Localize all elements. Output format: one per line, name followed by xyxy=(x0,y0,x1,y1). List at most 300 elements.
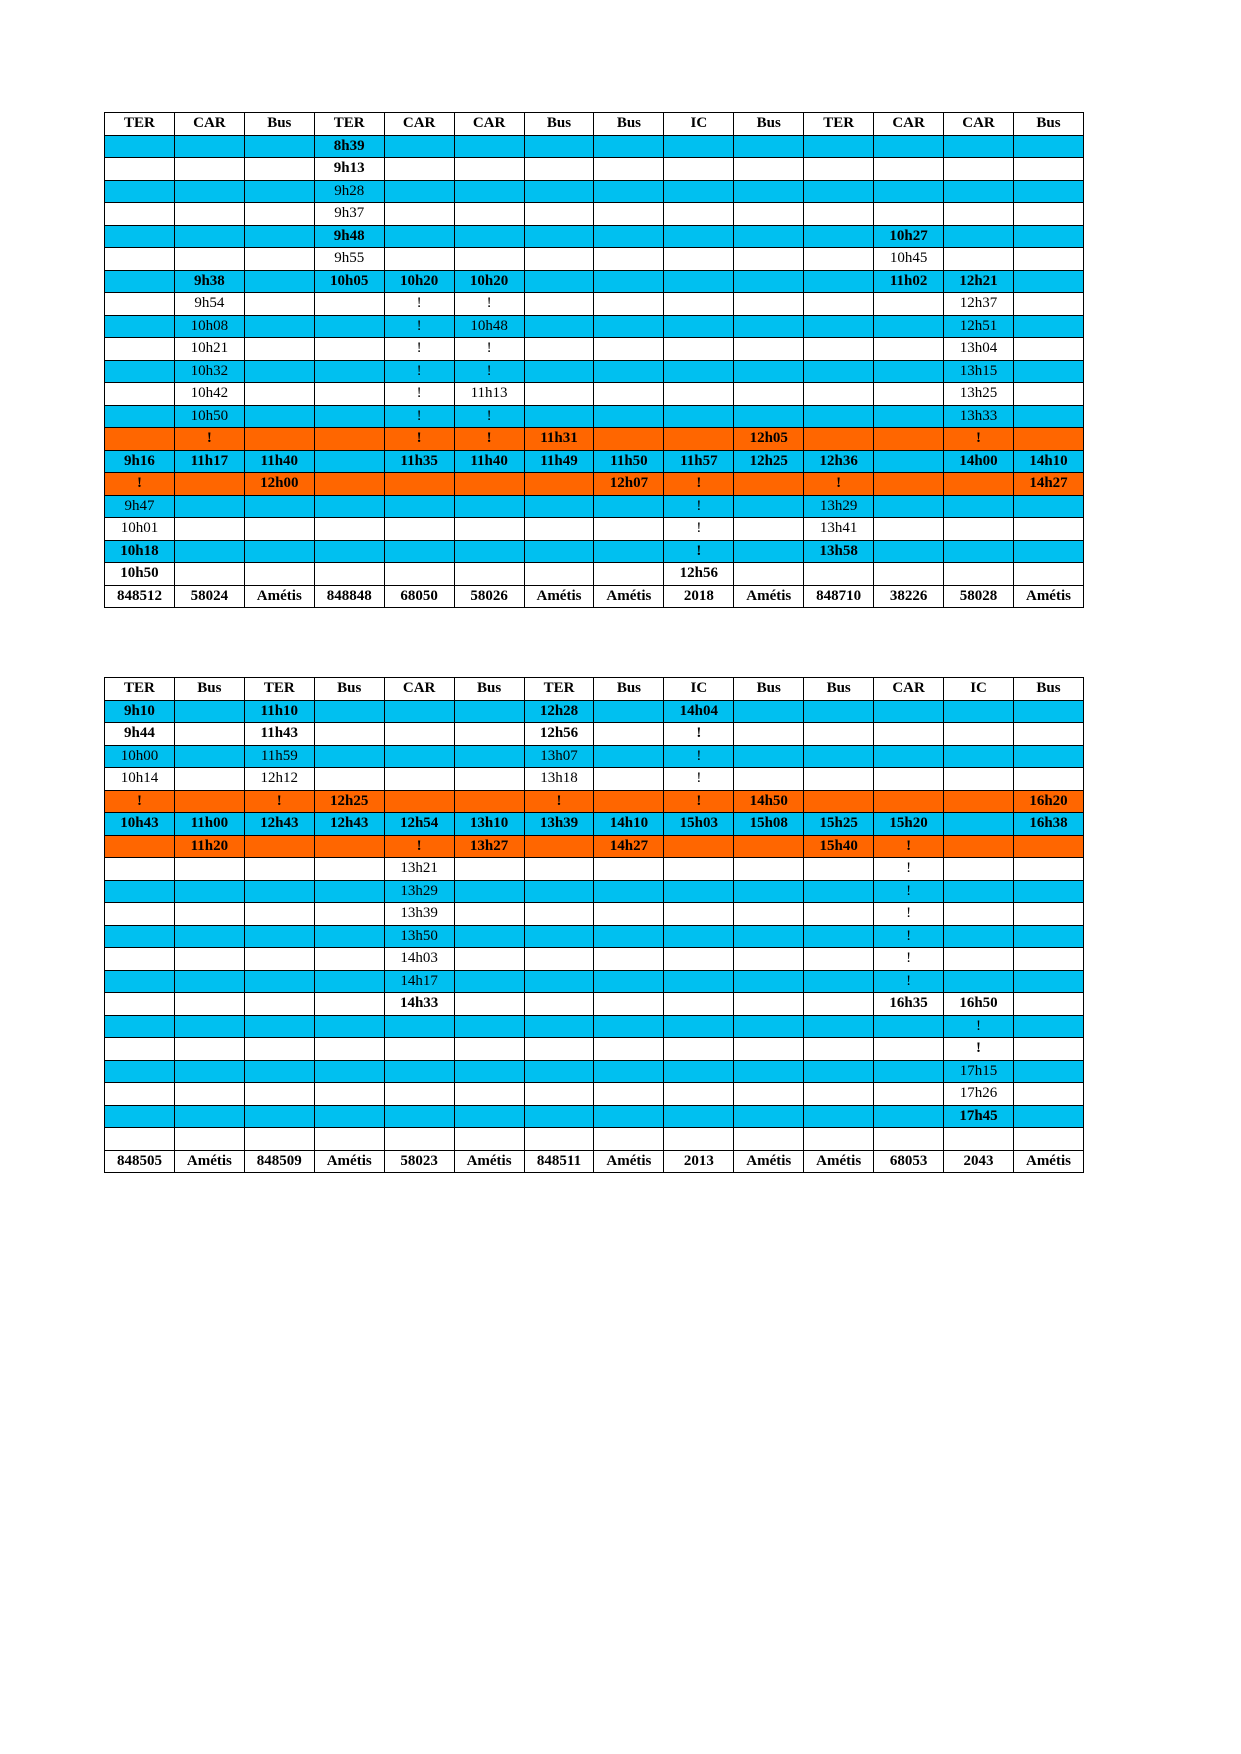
time-cell: 9h38 xyxy=(174,270,244,293)
time-cell: 8h39 xyxy=(314,135,384,158)
time-cell: 10h27 xyxy=(874,225,944,248)
time-cell xyxy=(1013,135,1083,158)
time-cell xyxy=(105,180,175,203)
time-cell xyxy=(734,360,804,383)
time-cell xyxy=(664,1015,734,1038)
time-cell xyxy=(1013,428,1083,451)
time-cell xyxy=(174,790,244,813)
time-cell xyxy=(734,1128,804,1151)
column-header: CAR xyxy=(174,113,244,136)
time-cell xyxy=(804,700,874,723)
time-cell: 13h33 xyxy=(944,405,1014,428)
time-cell: 9h48 xyxy=(314,225,384,248)
time-cell: 14h27 xyxy=(1013,473,1083,496)
time-cell xyxy=(524,1015,594,1038)
time-cell xyxy=(1013,338,1083,361)
time-cell xyxy=(944,835,1014,858)
time-cell: ! xyxy=(664,768,734,791)
time-cell xyxy=(944,925,1014,948)
time-cell: ! xyxy=(454,405,524,428)
service-number: Amétis xyxy=(594,1150,664,1173)
time-cell: ! xyxy=(105,473,175,496)
time-cell xyxy=(174,225,244,248)
time-cell: 14h00 xyxy=(944,450,1014,473)
time-cell xyxy=(524,948,594,971)
time-cell xyxy=(874,768,944,791)
time-cell xyxy=(314,768,384,791)
time-cell xyxy=(594,1060,664,1083)
time-cell xyxy=(174,1015,244,1038)
time-cell xyxy=(804,225,874,248)
time-cell xyxy=(314,948,384,971)
time-cell xyxy=(594,360,664,383)
time-cell xyxy=(244,563,314,586)
time-cell xyxy=(594,563,664,586)
time-cell xyxy=(524,158,594,181)
time-cell: ! xyxy=(944,1038,1014,1061)
time-cell xyxy=(244,1038,314,1061)
time-cell: 13h21 xyxy=(384,858,454,881)
table-row xyxy=(105,723,1084,746)
time-cell: 12h28 xyxy=(524,700,594,723)
time-cell: 14h27 xyxy=(594,835,664,858)
time-cell: 13h29 xyxy=(804,495,874,518)
time-cell xyxy=(594,270,664,293)
time-cell: 11h02 xyxy=(874,270,944,293)
time-cell xyxy=(524,360,594,383)
table-row xyxy=(105,405,1084,428)
time-cell xyxy=(944,225,1014,248)
time-cell xyxy=(454,925,524,948)
time-cell: 11h59 xyxy=(244,745,314,768)
time-cell xyxy=(874,723,944,746)
time-cell xyxy=(944,790,1014,813)
service-number: 2018 xyxy=(664,585,734,608)
time-cell xyxy=(244,270,314,293)
time-cell: 11h57 xyxy=(664,450,734,473)
time-cell xyxy=(314,293,384,316)
time-cell xyxy=(524,293,594,316)
time-cell xyxy=(734,1015,804,1038)
time-cell xyxy=(734,1083,804,1106)
time-cell: 17h45 xyxy=(944,1105,1014,1128)
time-cell xyxy=(384,180,454,203)
time-cell: 9h47 xyxy=(105,495,175,518)
time-cell xyxy=(244,1083,314,1106)
time-cell xyxy=(105,270,175,293)
time-cell xyxy=(174,700,244,723)
time-cell: 16h50 xyxy=(944,993,1014,1016)
time-cell: 12h56 xyxy=(524,723,594,746)
time-cell: ! xyxy=(874,858,944,881)
time-cell xyxy=(454,880,524,903)
time-cell xyxy=(944,723,1014,746)
time-cell xyxy=(244,880,314,903)
time-cell xyxy=(314,880,384,903)
time-cell: ! xyxy=(384,383,454,406)
time-cell xyxy=(454,495,524,518)
time-cell xyxy=(804,1060,874,1083)
time-cell xyxy=(244,518,314,541)
time-cell xyxy=(944,540,1014,563)
time-cell xyxy=(454,540,524,563)
time-cell xyxy=(804,1128,874,1151)
time-cell xyxy=(664,405,734,428)
time-cell xyxy=(594,970,664,993)
column-header: IC xyxy=(664,113,734,136)
time-cell xyxy=(314,473,384,496)
time-cell: 10h01 xyxy=(105,518,175,541)
service-number: Amétis xyxy=(314,1150,384,1173)
service-number: 68053 xyxy=(874,1150,944,1173)
time-cell xyxy=(804,1105,874,1128)
time-cell xyxy=(594,723,664,746)
service-number: 848511 xyxy=(524,1150,594,1173)
service-number: 58028 xyxy=(944,585,1014,608)
time-cell xyxy=(734,880,804,903)
column-header: Bus xyxy=(454,678,524,701)
time-cell xyxy=(174,180,244,203)
time-cell xyxy=(524,135,594,158)
time-cell: 10h20 xyxy=(384,270,454,293)
time-cell xyxy=(384,135,454,158)
service-number: 848848 xyxy=(314,585,384,608)
time-cell xyxy=(105,1060,175,1083)
column-header: TER xyxy=(314,113,384,136)
time-cell: ! xyxy=(664,540,734,563)
time-cell xyxy=(804,428,874,451)
time-cell xyxy=(244,1060,314,1083)
time-cell xyxy=(734,700,804,723)
time-cell xyxy=(594,700,664,723)
time-cell xyxy=(244,428,314,451)
time-cell: 10h05 xyxy=(314,270,384,293)
time-cell xyxy=(314,858,384,881)
time-cell xyxy=(384,540,454,563)
time-cell xyxy=(524,1083,594,1106)
time-cell xyxy=(174,723,244,746)
time-cell xyxy=(244,225,314,248)
time-cell xyxy=(244,970,314,993)
time-cell xyxy=(524,970,594,993)
time-cell: ! xyxy=(454,428,524,451)
time-cell xyxy=(174,203,244,226)
time-cell xyxy=(454,948,524,971)
table-row xyxy=(105,180,1084,203)
time-cell xyxy=(664,993,734,1016)
time-cell xyxy=(1013,925,1083,948)
time-cell xyxy=(874,790,944,813)
table-row xyxy=(105,745,1084,768)
time-cell: 13h15 xyxy=(944,360,1014,383)
time-cell: 9h16 xyxy=(105,450,175,473)
time-cell xyxy=(804,360,874,383)
time-cell xyxy=(244,903,314,926)
time-cell xyxy=(244,1015,314,1038)
time-cell xyxy=(734,563,804,586)
time-cell xyxy=(524,1060,594,1083)
time-cell xyxy=(734,158,804,181)
time-cell: 13h04 xyxy=(944,338,1014,361)
time-cell xyxy=(105,405,175,428)
time-cell xyxy=(174,248,244,271)
time-cell xyxy=(1013,835,1083,858)
time-cell: 11h20 xyxy=(174,835,244,858)
time-cell xyxy=(874,338,944,361)
time-cell xyxy=(734,135,804,158)
time-cell xyxy=(874,450,944,473)
column-header: Bus xyxy=(314,678,384,701)
time-cell xyxy=(1013,540,1083,563)
time-cell xyxy=(524,180,594,203)
time-cell xyxy=(244,1105,314,1128)
time-cell xyxy=(454,1105,524,1128)
column-header: CAR xyxy=(384,678,454,701)
time-cell xyxy=(454,768,524,791)
time-cell xyxy=(314,360,384,383)
time-cell xyxy=(314,383,384,406)
time-cell xyxy=(874,405,944,428)
time-cell: 17h15 xyxy=(944,1060,1014,1083)
time-cell: 15h20 xyxy=(874,813,944,836)
time-cell xyxy=(664,835,734,858)
time-cell xyxy=(594,225,664,248)
time-cell xyxy=(804,315,874,338)
table-row xyxy=(105,270,1084,293)
time-cell xyxy=(1013,1038,1083,1061)
time-cell xyxy=(594,768,664,791)
time-cell xyxy=(524,383,594,406)
time-cell: ! xyxy=(874,925,944,948)
time-cell: ! xyxy=(384,315,454,338)
time-cell: 12h25 xyxy=(314,790,384,813)
time-cell xyxy=(594,293,664,316)
time-cell xyxy=(314,1038,384,1061)
time-cell xyxy=(1013,858,1083,881)
time-cell xyxy=(664,383,734,406)
time-cell: 14h17 xyxy=(384,970,454,993)
time-cell xyxy=(664,970,734,993)
table-row xyxy=(105,880,1084,903)
time-cell xyxy=(874,745,944,768)
table-row xyxy=(105,1060,1084,1083)
time-cell xyxy=(944,203,1014,226)
time-cell xyxy=(664,880,734,903)
time-cell xyxy=(874,360,944,383)
time-cell xyxy=(944,518,1014,541)
table-row xyxy=(105,495,1084,518)
time-cell xyxy=(384,745,454,768)
time-cell xyxy=(105,293,175,316)
time-cell: ! xyxy=(944,1015,1014,1038)
time-cell: 14h50 xyxy=(734,790,804,813)
time-cell: 10h20 xyxy=(454,270,524,293)
time-cell xyxy=(874,180,944,203)
time-cell xyxy=(454,970,524,993)
time-cell: 11h50 xyxy=(594,450,664,473)
time-cell xyxy=(594,428,664,451)
time-cell xyxy=(804,563,874,586)
time-cell xyxy=(594,315,664,338)
time-cell xyxy=(105,880,175,903)
time-cell xyxy=(244,495,314,518)
time-cell xyxy=(174,948,244,971)
time-cell xyxy=(314,1128,384,1151)
table-row xyxy=(105,203,1084,226)
time-cell xyxy=(804,158,874,181)
column-header: TER xyxy=(105,678,175,701)
time-cell xyxy=(314,903,384,926)
time-cell xyxy=(944,903,1014,926)
time-cell xyxy=(105,858,175,881)
time-cell xyxy=(734,315,804,338)
column-header: CAR xyxy=(454,113,524,136)
service-number: Amétis xyxy=(174,1150,244,1173)
time-cell xyxy=(314,970,384,993)
time-cell xyxy=(105,383,175,406)
time-cell xyxy=(1013,1060,1083,1083)
time-cell xyxy=(174,858,244,881)
time-cell xyxy=(454,203,524,226)
time-cell xyxy=(874,1060,944,1083)
time-cell: 10h50 xyxy=(105,563,175,586)
time-cell xyxy=(105,1128,175,1151)
time-cell xyxy=(1013,970,1083,993)
time-cell: 11h40 xyxy=(244,450,314,473)
time-cell xyxy=(105,428,175,451)
time-cell xyxy=(874,203,944,226)
service-number: 68050 xyxy=(384,585,454,608)
time-cell xyxy=(105,135,175,158)
column-header: Bus xyxy=(524,113,594,136)
column-header: Bus xyxy=(594,113,664,136)
time-cell: 9h28 xyxy=(314,180,384,203)
time-cell xyxy=(384,225,454,248)
time-cell xyxy=(244,835,314,858)
time-cell xyxy=(664,270,734,293)
time-cell xyxy=(664,948,734,971)
time-cell xyxy=(524,203,594,226)
time-cell: 10h42 xyxy=(174,383,244,406)
time-cell xyxy=(524,993,594,1016)
time-cell: 11h35 xyxy=(384,450,454,473)
time-cell xyxy=(174,495,244,518)
time-cell: 12h54 xyxy=(384,813,454,836)
time-cell xyxy=(734,970,804,993)
table-row xyxy=(105,948,1084,971)
time-cell xyxy=(804,203,874,226)
table-row xyxy=(105,1128,1084,1151)
time-cell xyxy=(664,293,734,316)
table-row xyxy=(105,1015,1084,1038)
time-cell: 12h00 xyxy=(244,473,314,496)
column-header: Bus xyxy=(1013,113,1083,136)
time-cell: ! xyxy=(664,790,734,813)
time-cell xyxy=(944,248,1014,271)
time-cell xyxy=(384,790,454,813)
time-cell xyxy=(804,270,874,293)
time-cell xyxy=(384,1038,454,1061)
time-cell xyxy=(594,338,664,361)
time-cell xyxy=(174,993,244,1016)
time-cell: ! xyxy=(384,293,454,316)
time-cell: ! xyxy=(105,790,175,813)
time-cell xyxy=(594,180,664,203)
column-header: TER xyxy=(524,678,594,701)
time-cell xyxy=(244,948,314,971)
footer-row xyxy=(105,1150,1084,1173)
time-cell xyxy=(105,925,175,948)
time-cell xyxy=(454,993,524,1016)
time-cell xyxy=(734,745,804,768)
time-cell xyxy=(664,1128,734,1151)
table-row xyxy=(105,315,1084,338)
table-row xyxy=(105,518,1084,541)
timetable-2 xyxy=(104,677,1084,1173)
table-row xyxy=(105,293,1084,316)
time-cell: 12h43 xyxy=(314,813,384,836)
time-cell xyxy=(664,248,734,271)
time-cell xyxy=(944,158,1014,181)
time-cell: 14h03 xyxy=(384,948,454,971)
time-cell: 13h25 xyxy=(944,383,1014,406)
time-cell xyxy=(1013,360,1083,383)
time-cell xyxy=(174,563,244,586)
time-cell xyxy=(1013,745,1083,768)
time-cell xyxy=(804,880,874,903)
time-cell xyxy=(105,970,175,993)
time-cell xyxy=(314,428,384,451)
time-cell xyxy=(594,540,664,563)
time-cell: 12h05 xyxy=(734,428,804,451)
time-cell xyxy=(734,270,804,293)
time-cell xyxy=(594,495,664,518)
time-cell xyxy=(594,1128,664,1151)
time-cell xyxy=(1013,248,1083,271)
time-cell xyxy=(384,700,454,723)
time-cell xyxy=(944,495,1014,518)
table-row xyxy=(105,135,1084,158)
time-cell xyxy=(524,1128,594,1151)
time-cell xyxy=(105,315,175,338)
time-cell xyxy=(454,135,524,158)
service-number: Amétis xyxy=(1013,585,1083,608)
time-cell: 10h43 xyxy=(105,813,175,836)
time-cell xyxy=(594,993,664,1016)
time-cell xyxy=(454,180,524,203)
time-cell: 13h58 xyxy=(804,540,874,563)
time-cell xyxy=(524,405,594,428)
time-cell xyxy=(664,135,734,158)
time-cell xyxy=(664,1038,734,1061)
time-cell xyxy=(874,495,944,518)
time-cell xyxy=(874,158,944,181)
time-cell xyxy=(874,1015,944,1038)
time-cell xyxy=(594,405,664,428)
table-row xyxy=(105,540,1084,563)
time-cell xyxy=(804,1015,874,1038)
time-cell xyxy=(174,880,244,903)
time-cell xyxy=(1013,563,1083,586)
time-cell xyxy=(874,293,944,316)
time-cell: ! xyxy=(384,428,454,451)
time-cell: 15h25 xyxy=(804,813,874,836)
time-cell: 11h00 xyxy=(174,813,244,836)
time-cell xyxy=(454,1128,524,1151)
time-cell xyxy=(944,563,1014,586)
time-cell: 9h54 xyxy=(174,293,244,316)
table-row xyxy=(105,1083,1084,1106)
